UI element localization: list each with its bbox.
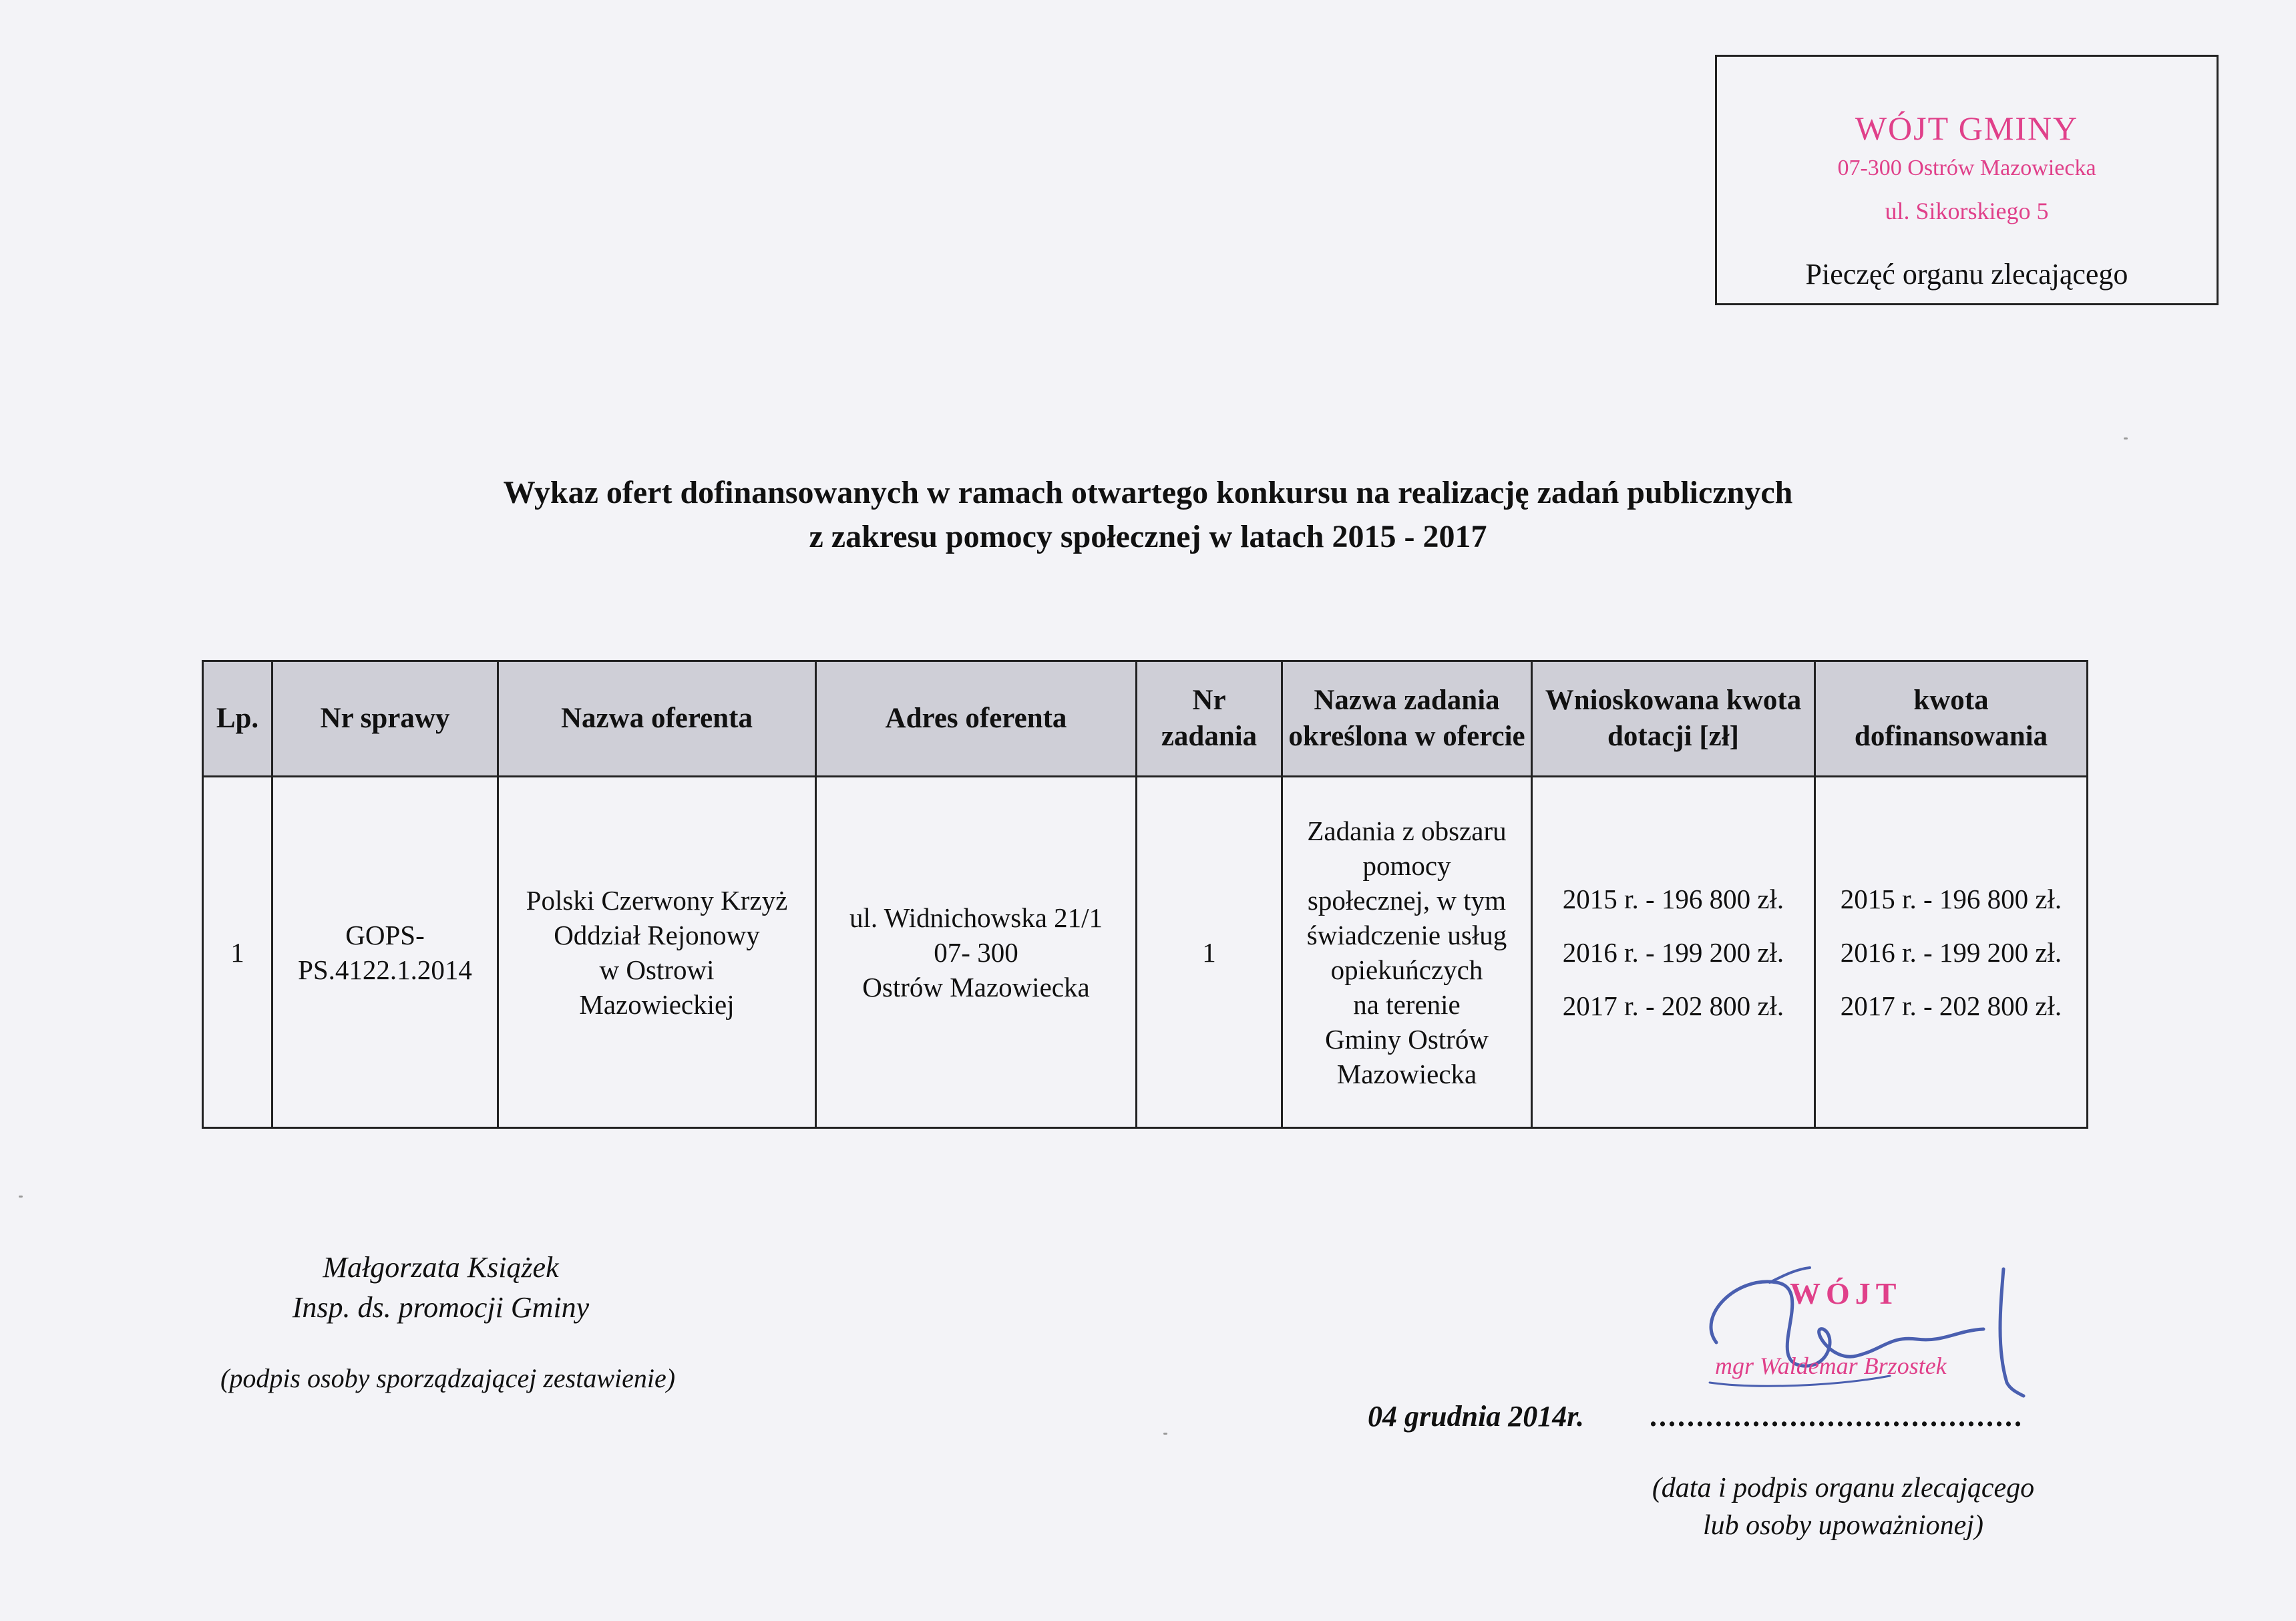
table-row bbox=[203, 777, 2088, 1128]
header-lp: Lp. bbox=[203, 661, 272, 777]
offers-table bbox=[202, 660, 2088, 1129]
preparer-block bbox=[214, 1248, 668, 1328]
table-header-row bbox=[203, 661, 2088, 777]
header-kwota-dofinansowania: kwota dofinansowania bbox=[1815, 661, 2088, 777]
preparer-position: Insp. ds. promocji Gminy bbox=[292, 1291, 590, 1324]
cell-line: Polski Czerwony Krzyż bbox=[526, 884, 788, 916]
cell-line: Ostrów Mazowiecka bbox=[862, 971, 1090, 1003]
scan-speck bbox=[1163, 1433, 1167, 1435]
approver-caption-line1: (data i podpis organu zlecającego bbox=[1652, 1473, 2035, 1503]
approver-caption-line2: lub osoby upoważnionej) bbox=[1703, 1510, 1983, 1541]
cell-line: świadczenie usług bbox=[1306, 919, 1507, 950]
header-nr-sprawy: Nr sprawy bbox=[272, 661, 498, 777]
amount-line: 2015 r. - 196 800 zł. bbox=[1840, 883, 2062, 914]
amount-line: 2017 r. - 202 800 zł. bbox=[1562, 990, 1784, 1021]
preparer-caption: (podpis osoby sporządzającej zestawienie) bbox=[220, 1363, 676, 1393]
stamp-caption: Pieczęć organu zlecającego bbox=[1805, 258, 2128, 291]
header-wnioskowana-kwota: Wnioskowana kwota dotacji [zł] bbox=[1532, 661, 1815, 777]
stamp-box bbox=[1715, 55, 2219, 305]
signature-dots: ........................................ bbox=[1650, 1400, 2024, 1433]
header-adres-oferenta: Adres oferenta bbox=[816, 661, 1137, 777]
cell-wnioskowana-kwota bbox=[1532, 777, 1815, 1128]
cell-line: opiekuńczych bbox=[1330, 954, 1483, 985]
cell-line: społecznej, w tym bbox=[1307, 884, 1507, 916]
amount-line: 2016 r. - 199 200 zł. bbox=[1562, 936, 1784, 968]
scan-speck bbox=[19, 1196, 23, 1198]
seal-name: mgr Waldemar Brzostek bbox=[1715, 1353, 1947, 1379]
cell-nr-zadania: 1 bbox=[1137, 777, 1282, 1128]
header-nazwa-zadania: Nazwa zadania określona w ofercie bbox=[1282, 661, 1532, 777]
seal-title: WÓJT bbox=[1790, 1276, 1902, 1310]
cell-line: Mazowieckiej bbox=[579, 988, 735, 1020]
approval-date: 04 grudnia 2014r. bbox=[1368, 1400, 1584, 1433]
stamp-title: WÓJT GMINY bbox=[1855, 110, 2079, 147]
cell-line: Gminy Ostrów bbox=[1325, 1023, 1489, 1055]
document-title-line1: Wykaz ofert dofinansowanych w ramach otwartego konkursu na realizację zadań publicznych bbox=[503, 475, 1793, 510]
cell-line: na terenie bbox=[1353, 988, 1461, 1020]
stamp-address-line2: ul. Sikorskiego 5 bbox=[1885, 198, 2049, 224]
header-nazwa-oferenta: Nazwa oferenta bbox=[498, 661, 816, 777]
cell-line: ul. Widnichowska 21/1 bbox=[849, 902, 1103, 933]
cell-nr-sprawy bbox=[272, 777, 498, 1128]
cell-adres-oferenta bbox=[816, 777, 1137, 1128]
document-title bbox=[0, 471, 2296, 559]
cell-nazwa-zadania bbox=[1282, 777, 1532, 1128]
cell-line: pomocy bbox=[1362, 850, 1451, 881]
cell-nazwa-oferenta bbox=[498, 777, 816, 1128]
amount-line: 2017 r. - 202 800 zł. bbox=[1840, 990, 2062, 1021]
document-title-line2: z zakresu pomocy społecznej w latach 2015 - 2017 bbox=[809, 519, 1487, 554]
scan-speck bbox=[2124, 437, 2128, 439]
cell-line: w Ostrowi bbox=[599, 954, 715, 985]
cell-line: Zadania z obszaru bbox=[1307, 815, 1507, 846]
preparer-name: Małgorzata Książek bbox=[323, 1251, 559, 1284]
cell-line: GOPS- bbox=[345, 919, 425, 950]
cell-lp: 1 bbox=[203, 777, 272, 1128]
cell-line: 07- 300 bbox=[934, 936, 1018, 968]
approver-caption bbox=[1603, 1469, 2084, 1544]
amount-line: 2016 r. - 199 200 zł. bbox=[1840, 936, 2062, 968]
cell-line: Mazowiecka bbox=[1336, 1058, 1477, 1089]
cell-line: Oddział Rejonowy bbox=[554, 919, 760, 950]
stamp-address-line1: 07-300 Ostrów Mazowiecka bbox=[1837, 156, 2096, 180]
cell-kwota-dofinansowania bbox=[1815, 777, 2088, 1128]
amount-line: 2015 r. - 196 800 zł. bbox=[1562, 883, 1784, 914]
header-nr-zadania: Nr zadania bbox=[1137, 661, 1282, 777]
cell-line: PS.4122.1.2014 bbox=[298, 954, 472, 985]
